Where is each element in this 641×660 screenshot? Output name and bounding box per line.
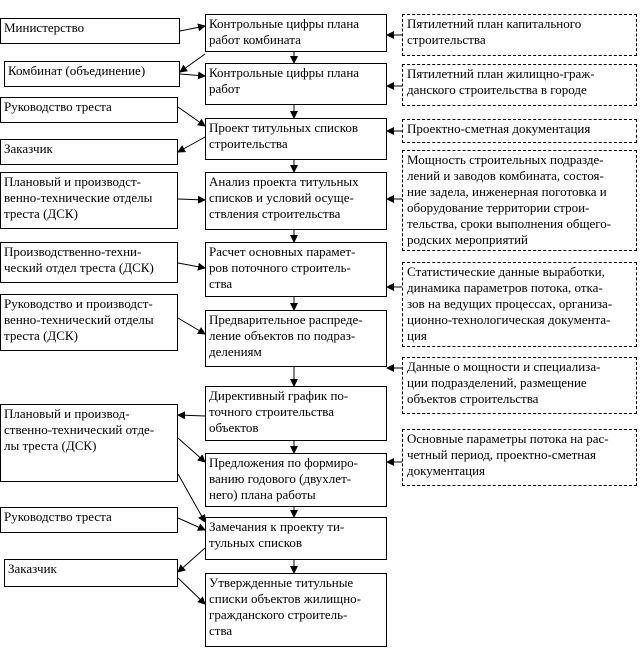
left-node-pto: Производственно-техни- ческий отдел треста (ДСК) bbox=[0, 242, 178, 283]
arrow-schedule-to-plan-depts bbox=[178, 415, 205, 416]
right-node-five-year-capital: Пятилетний план капитального строительства bbox=[402, 14, 637, 56]
left-node-mgmt-pto: Руководство и производст- венно-технический отделы треста (ДСК) bbox=[0, 294, 178, 351]
arrow-ministry-to-plan bbox=[180, 26, 205, 31]
center-node-approved-lists: Утвержденные титульные списки объектов жилищно- гражданского строитель- ства bbox=[205, 573, 387, 647]
right-node-five-year-housing: Пятилетний план жилищно-граж- данского строительства в городе bbox=[402, 64, 637, 106]
arrow-plan-depts-to-remarks bbox=[178, 474, 205, 522]
arrow-plan-to-combinat bbox=[180, 54, 205, 72]
arrow-plan-depts-to-proposals bbox=[178, 438, 205, 462]
arrow-customer-to-approved bbox=[178, 578, 205, 604]
left-node-ministry: Министерство bbox=[0, 18, 180, 44]
right-node-statistics: Статистические данные выработки, динамика параметров потока, отка- зов на ведущих процессах, организа- ционно-технологическая документа- ция bbox=[402, 262, 637, 347]
right-node-subdivision-data: Данные о мощности и специализа- ции подразделений, размещение объектов строительства bbox=[402, 357, 637, 414]
arrow-pto-to-calc bbox=[178, 263, 205, 268]
center-node-title-lists-project: Проект титульных списков строительства bbox=[205, 118, 387, 160]
arrow-remarks-to-customer bbox=[178, 548, 205, 572]
center-node-analysis: Анализ проекта титульных списков и условий осуще- ствления строительства bbox=[205, 172, 387, 230]
arrow-trust-to-remarks bbox=[178, 518, 205, 530]
left-node-trust-management: Руководство треста bbox=[0, 97, 178, 123]
center-node-control-figures-combinat: Контрольные цифры плана работ комбината bbox=[205, 14, 387, 52]
right-node-capacity: Мощность строительных подразде- лений и заводов комбината, состоя- ние задела, инженерная поготовка и оборудование территории строи- тельства, сроки выполнения общего- родских мероприятий bbox=[402, 150, 637, 251]
arrow-trust-to-project bbox=[178, 107, 205, 126]
left-node-trust-management-2: Руководство треста bbox=[0, 507, 178, 533]
right-node-design-docs: Проектно-сметная документация bbox=[402, 119, 637, 143]
center-node-directive-schedule: Директивный график по- точного строительства объектов bbox=[205, 386, 387, 441]
center-node-parameters-calc: Расчет основных парамет- ров поточного строитель- ства bbox=[205, 242, 387, 297]
arrow-mgmt-to-distribution bbox=[178, 318, 205, 334]
center-node-proposals: Предложения по формиро- ванию годового (двухлет- него) плана работы bbox=[205, 453, 387, 507]
arrow-project-to-customer bbox=[178, 137, 205, 152]
center-node-control-figures: Контрольные цифры плана работ bbox=[205, 63, 387, 105]
arrow-plan-depts-to-analysis bbox=[178, 199, 205, 200]
left-node-planning-depts-2: Плановый и производ- ственно-технический отде- лы треста (ДСК) bbox=[0, 404, 178, 482]
center-node-preliminary-distribution: Предварительное распреде- ление объектов по подраз- делениям bbox=[205, 310, 387, 367]
arrow-combinat-to-plan bbox=[180, 74, 205, 76]
right-node-flow-params: Основные параметры потока на рас- четный период, проектно-сметная документация bbox=[402, 429, 637, 486]
left-node-customer-2: Заказчик bbox=[4, 559, 178, 587]
left-node-combinat: Комбинат (объединение) bbox=[4, 61, 180, 87]
center-node-remarks: Замечания к проекту ти- тульных списков bbox=[205, 517, 387, 560]
left-node-planning-depts: Плановый и производст- венно-технические отделы треста (ДСК) bbox=[0, 172, 178, 229]
left-node-customer: Заказчик bbox=[0, 139, 178, 165]
